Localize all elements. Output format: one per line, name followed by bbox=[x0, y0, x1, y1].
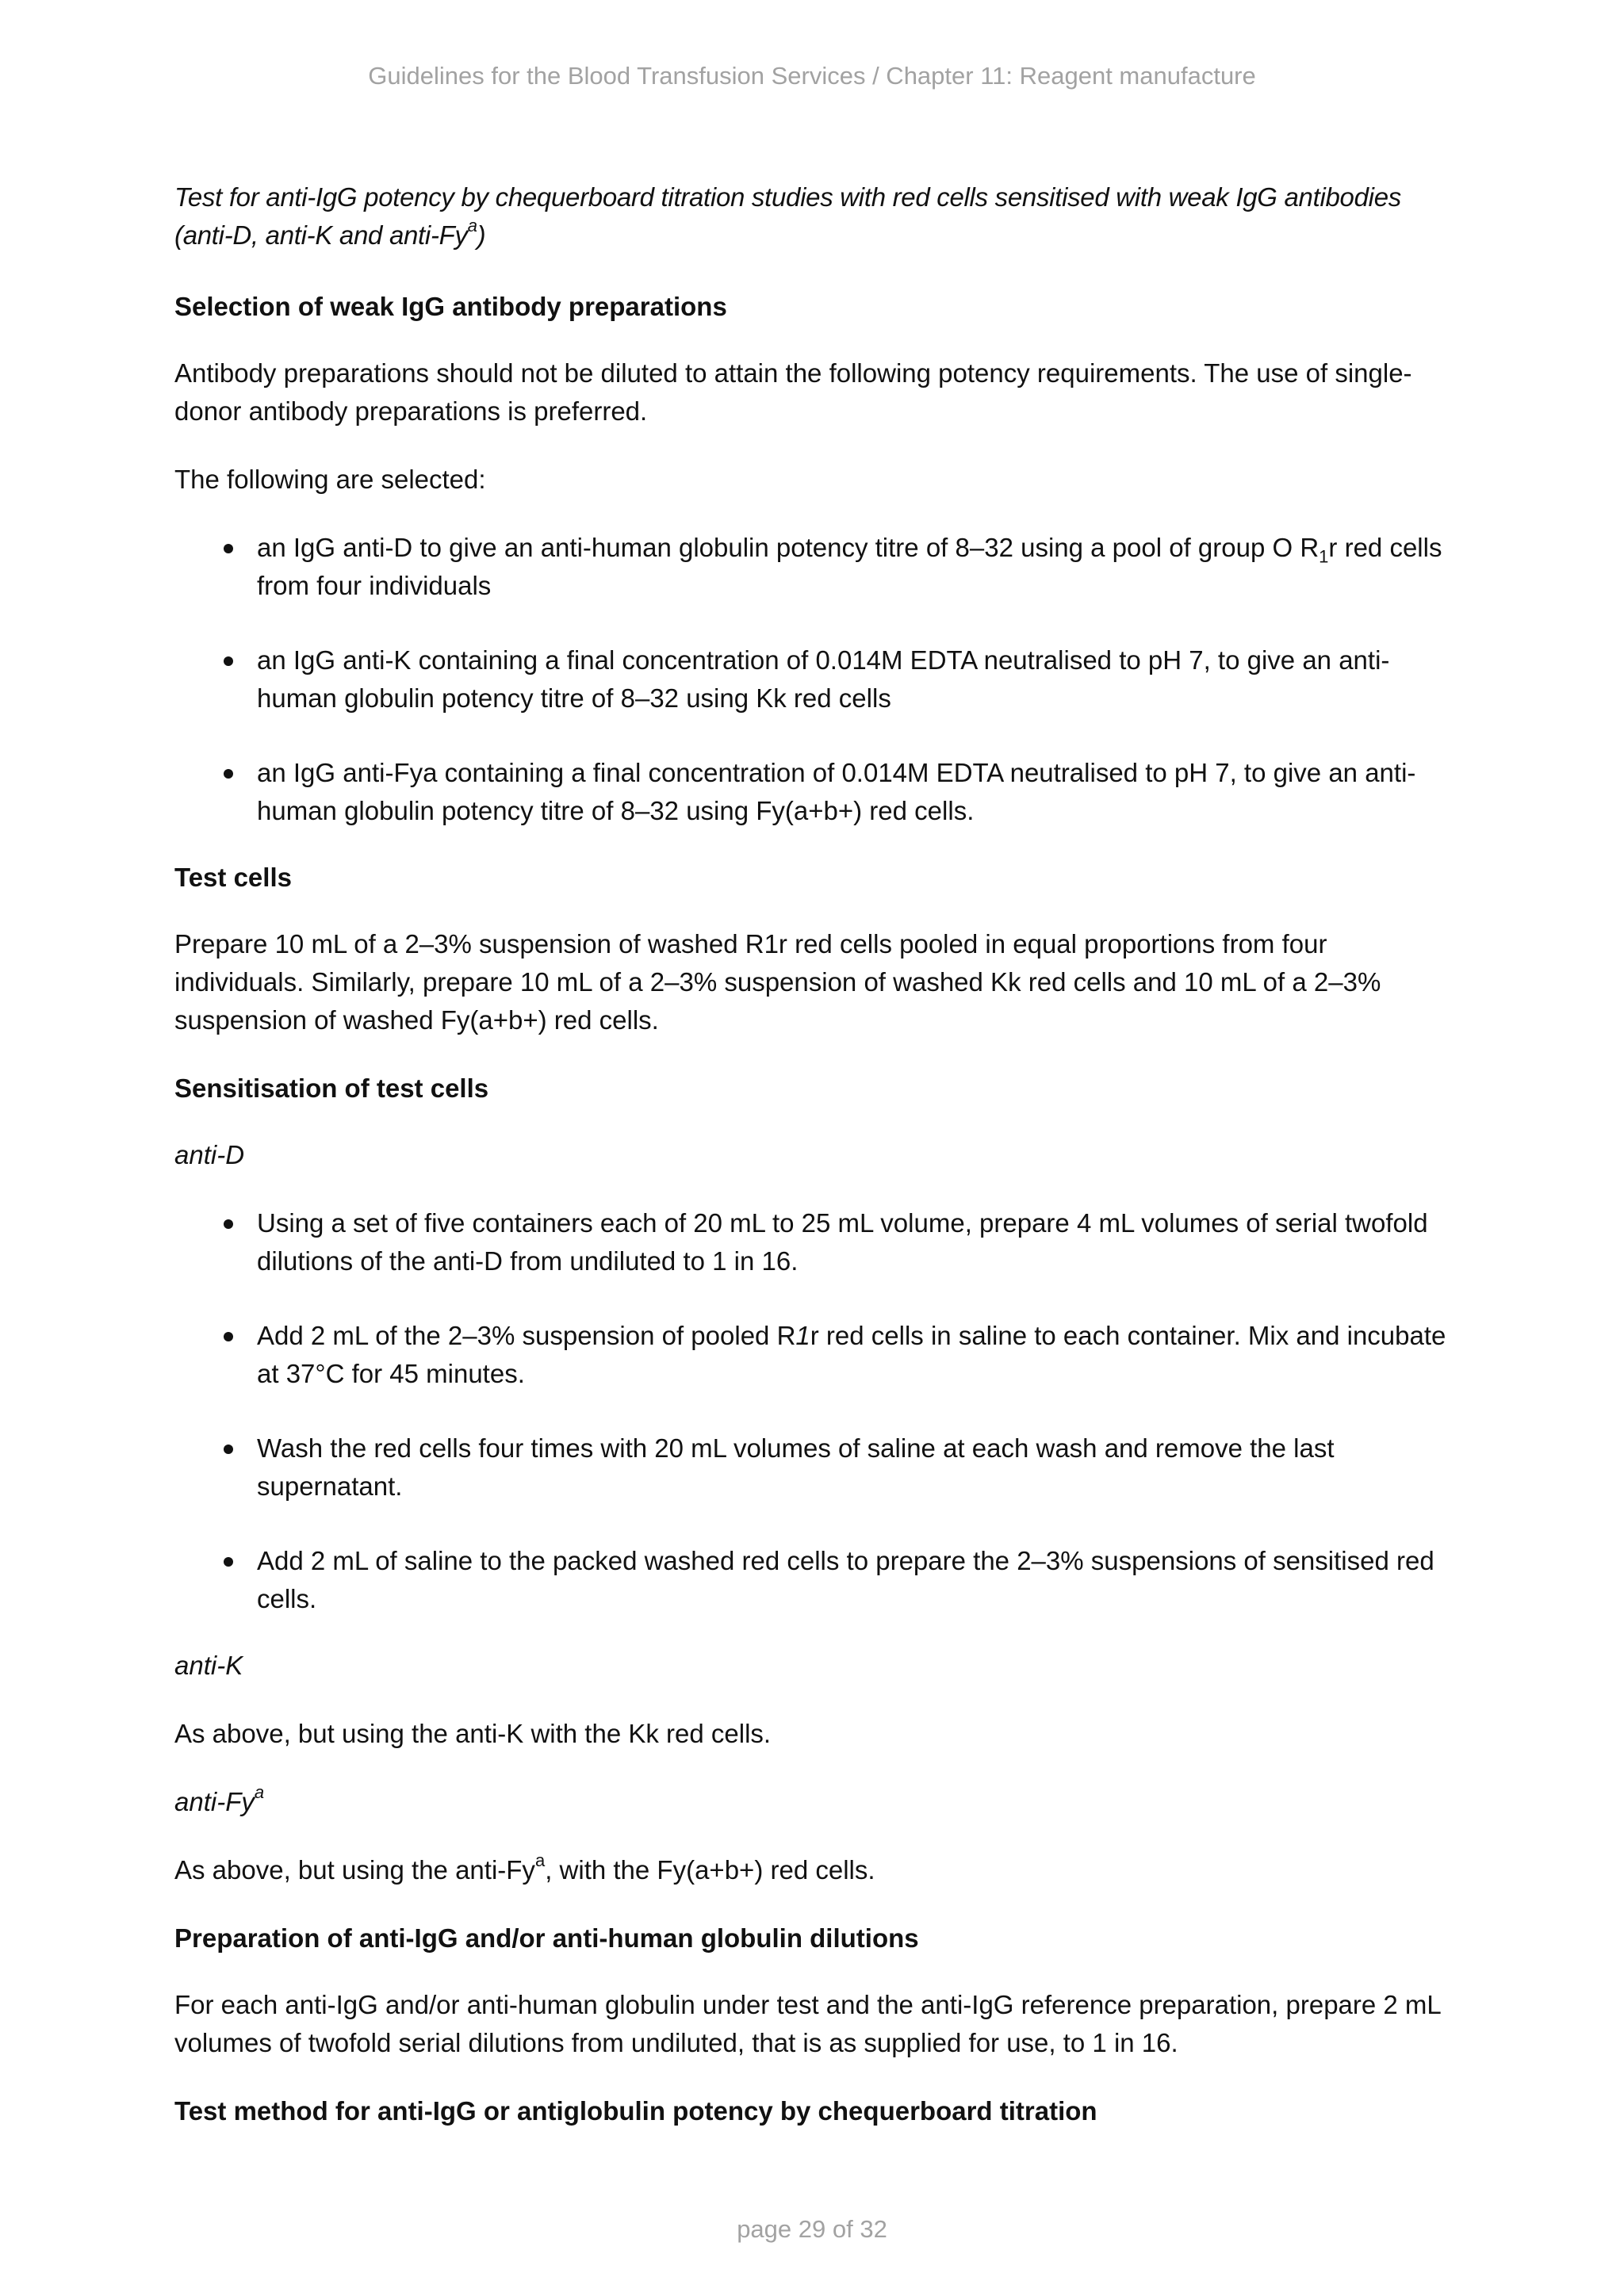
bullet-icon bbox=[224, 544, 233, 553]
selection-paragraph: Antibody preparations should not be diluted to attain the following potency requirements. The use of single-donor antibody preparations is preferred. bbox=[174, 358, 1412, 426]
list-item bbox=[174, 1204, 1459, 1280]
anti-fy-text: As above, but using the anti-Fy bbox=[174, 1855, 535, 1885]
list-item bbox=[174, 641, 1459, 718]
anti-fy-paragraph bbox=[174, 1851, 1459, 1889]
bullet-icon bbox=[224, 656, 233, 666]
list-item-text: r red cells in saline to each container. Mix and incubate at 37°C for 45 minutes. bbox=[257, 1321, 1446, 1388]
test-cells-paragraph: Prepare 10 mL of a 2–3% suspension of washed R1r red cells pooled in equal proportions from four individuals. Similarly, prepare 10 mL of a 2–3% suspension of washed Kk red cells and 10 mL of a 2–3% suspension of washed Fy(a+b+) red cells. bbox=[174, 929, 1381, 1035]
list-item-text: Add 2 mL of the 2–3% suspension of pooled R bbox=[257, 1321, 796, 1350]
dilutions-paragraph: For each anti-IgG and/or anti-human globulin under test and the anti-IgG reference preparation, prepare 2 mL volumes of twofold serial dilutions from undiluted, that is as supplied for use, to 1 in 16. bbox=[174, 1990, 1441, 2057]
subscript: 1 bbox=[1319, 546, 1329, 567]
list-item bbox=[174, 754, 1459, 830]
anti-fy-heading bbox=[174, 1783, 1459, 1821]
bullet-icon bbox=[224, 1219, 233, 1229]
list-item-text: an IgG anti-Fya containing a final concentration of 0.014M EDTA neutralised to pH 7, to give an anti-human globulin potency titre of 8–32 using Fy(a+b+) red cells. bbox=[257, 758, 1416, 825]
list-item-text: Add 2 mL of saline to the packed washed red cells to prepare the 2–3% suspensions of sensitised red cells. bbox=[257, 1546, 1434, 1613]
heading-test-method: Test method for anti-IgG or antiglobulin potency by chequerboard titration bbox=[174, 2096, 1097, 2126]
page-number: page 29 of 32 bbox=[737, 2215, 887, 2243]
subtitle-superscript: a bbox=[467, 216, 477, 235]
heading-dilutions: Preparation of anti-IgG and/or anti-human globulin dilutions bbox=[174, 1923, 919, 1953]
anti-k-paragraph: As above, but using the anti-K with the Kk red cells. bbox=[174, 1719, 772, 1748]
anti-d-heading: anti-D bbox=[174, 1140, 245, 1169]
list-item bbox=[174, 1542, 1459, 1618]
list-item-text: an IgG anti-K containing a final concentration of 0.014M EDTA neutralised to pH 7, to give an anti-human globulin potency titre of 8–32 using Kk red cells bbox=[257, 645, 1390, 713]
bullet-icon bbox=[224, 1445, 233, 1454]
bullet-icon bbox=[224, 769, 233, 779]
heading-selection: Selection of weak IgG antibody preparations bbox=[174, 292, 727, 321]
list-item-text: r red cells from four individuals bbox=[257, 533, 1442, 600]
list-item bbox=[174, 1317, 1459, 1393]
anti-d-steps-list bbox=[174, 1204, 1459, 1618]
selection-intro: The following are selected: bbox=[174, 465, 486, 494]
heading-test-cells: Test cells bbox=[174, 863, 292, 892]
heading-sensitisation: Sensitisation of test cells bbox=[174, 1073, 489, 1103]
bullet-icon bbox=[224, 1557, 233, 1567]
superscript: a bbox=[534, 1850, 546, 1870]
bullet-icon bbox=[224, 1332, 233, 1341]
subtitle-text: Test for anti-IgG potency by chequerboard titration studies with red cells sensitised with weak IgG antibodies (anti-D, anti-K and anti-Fy bbox=[174, 182, 1401, 250]
list-item bbox=[174, 529, 1459, 605]
selection-list bbox=[174, 529, 1459, 830]
anti-fy-heading-text: anti-Fy bbox=[174, 1787, 255, 1816]
list-item-text: an IgG anti-D to give an anti-human globulin potency titre of 8–32 using a pool of group O R bbox=[257, 533, 1320, 562]
list-item-text: Using a set of five containers each of 20 mL to 25 mL volume, prepare 4 mL volumes of serial twofold dilutions of the anti-D from undiluted to 1 in 16. bbox=[257, 1208, 1428, 1276]
list-item-text: Wash the red cells four times with 20 mL volumes of saline at each wash and remove the last supernatant. bbox=[257, 1433, 1335, 1501]
italic-subscript: 1 bbox=[795, 1321, 810, 1350]
subtitle-end: ) bbox=[477, 220, 486, 250]
list-item bbox=[174, 1429, 1459, 1506]
section-subtitle bbox=[174, 178, 1459, 254]
running-header: Guidelines for the Blood Transfusion Services / Chapter 11: Reagent manufacture bbox=[368, 62, 1256, 90]
document-body bbox=[174, 178, 1459, 2159]
anti-fy-text: , with the Fy(a+b+) red cells. bbox=[545, 1855, 875, 1885]
anti-k-heading: anti-K bbox=[174, 1651, 243, 1680]
superscript: a bbox=[254, 1782, 265, 1802]
